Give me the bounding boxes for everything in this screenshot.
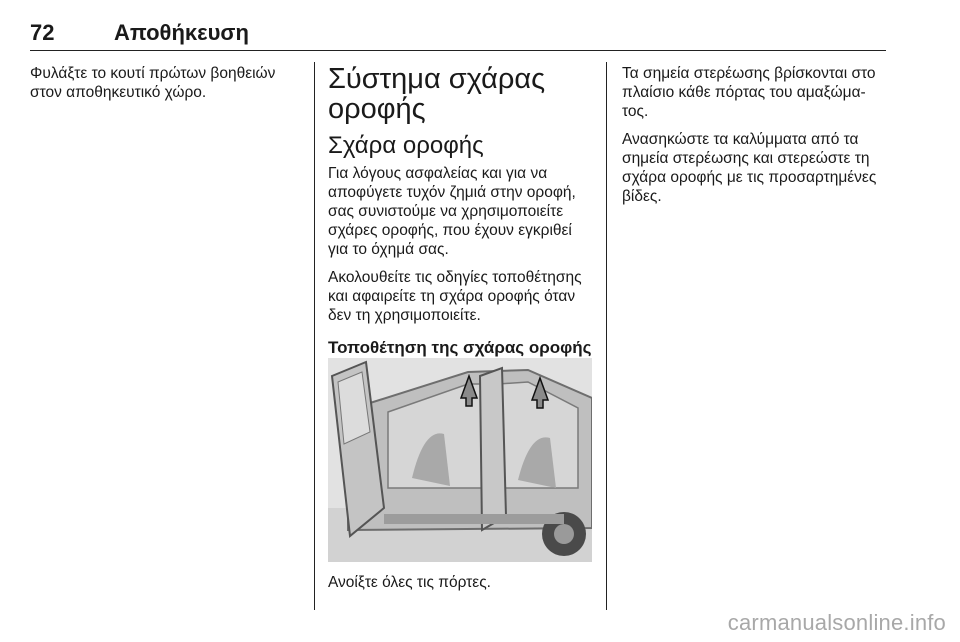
- chapter-title: Αποθήκευση: [114, 20, 249, 45]
- column-1: [30, 64, 302, 111]
- figure-caption: Ανοίξτε όλες τις πόρτες.: [328, 574, 491, 591]
- roof-rack-paragraph-1: Για λόγους ασφαλείας και για να αποφύγετε τυχόν ζημιά στην οροφή, σας συνιστούμε να χρησιμοποιείτε σχάρες οροφής, που έχουν εγκριθεί για το όχημά σας.: [328, 165, 576, 258]
- page-number: 72: [30, 20, 55, 45]
- section-title: Σύστημα σχάρας οροφής: [328, 63, 546, 125]
- page-header: [30, 20, 886, 50]
- roof-rack-paragraph-2: Ακολουθείτε τις οδηγίες τοποθέτησης και αφαιρείτε τη σχάρα οροφής όταν δεν τη χρησιμοποιείτε.: [328, 269, 582, 324]
- header-rule: [30, 50, 886, 51]
- car-illustration-svg: [328, 358, 592, 562]
- watermark: carmanualsonline.info: [727, 610, 946, 635]
- installation-heading: Τοποθέτηση της σχάρας οροφής: [328, 338, 592, 357]
- mounting-points-paragraph: Τα σημεία στερέωσης βρίσκονται στο πλαίσιο κάθε πόρτας του αμαξώμα-τος.: [622, 65, 876, 120]
- fasten-paragraph: Ανασηκώστε τα καλύμματα από τα σημεία στερέωσης και στερεώστε τη σχάρα οροφής με τις προσαρτημένες βίδες.: [622, 131, 877, 205]
- column-2: [328, 64, 592, 376]
- column-divider-1: [314, 62, 315, 610]
- first-aid-paragraph: Φυλάξτε το κουτί πρώτων βοηθειών στον αποθηκευτικό χώρο.: [30, 65, 276, 101]
- subsection-title: Σχάρα οροφής: [328, 132, 484, 159]
- column-divider-2: [606, 62, 607, 610]
- column-3: [622, 64, 890, 215]
- car-doors-illustration: [328, 358, 592, 562]
